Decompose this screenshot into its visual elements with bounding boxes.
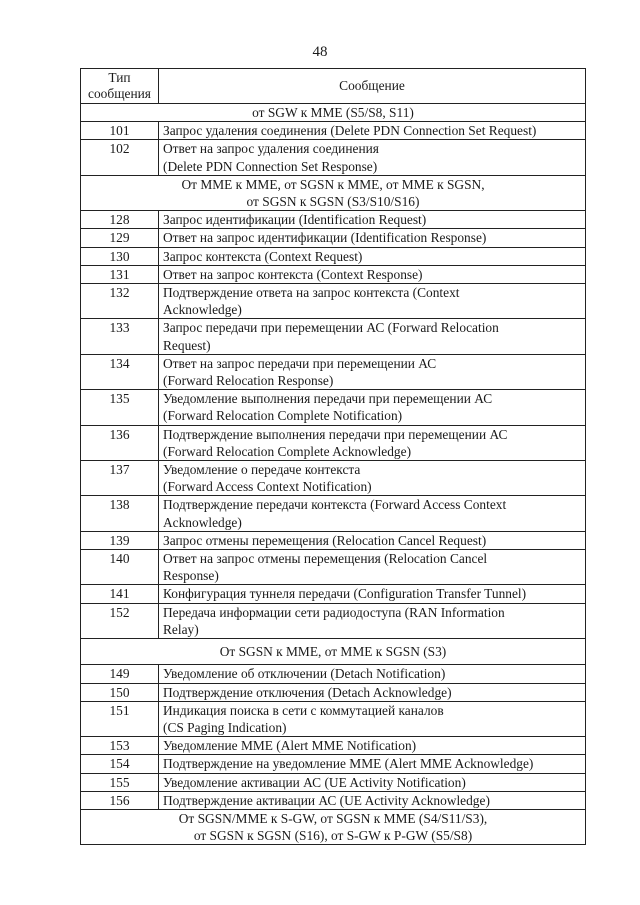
header-row [81, 69, 586, 104]
table-row [81, 461, 586, 496]
message-type-code: 133 [81, 319, 159, 354]
message-type-code: 141 [81, 585, 159, 603]
message-description [159, 319, 586, 354]
message-description-line: Уведомление об отключении (Detach Notification) [163, 666, 446, 682]
message-type-code: 102 [81, 140, 159, 175]
message-description [159, 354, 586, 389]
message-description [159, 755, 586, 773]
message-type-code: 131 [81, 265, 159, 283]
message-description-line: Уведомление выполнения передачи при перемещении АС [163, 391, 493, 407]
header-message-type-line2: сообщения [88, 86, 151, 101]
message-description [159, 425, 586, 460]
table-row [81, 701, 586, 736]
table-row [81, 354, 586, 389]
table-row [81, 425, 586, 460]
message-description [159, 284, 586, 319]
message-description [159, 390, 586, 425]
message-description-line: Подтверждение на уведомление MME (Alert MME Acknowledge) [163, 756, 534, 772]
message-description [159, 140, 586, 175]
message-description-line: (Delete PDN Connection Set Response) [163, 158, 378, 174]
message-description-line: Запрос идентификации (Identification Request) [163, 212, 427, 228]
message-description [159, 550, 586, 585]
message-description-line: Ответ на запрос отмены перемещения (Relocation Cancel [163, 551, 488, 567]
message-description-line: (Forward Access Context Notification) [163, 479, 372, 495]
section-heading-line: От MME к MME, от SGSN к MME, от MME к SGSN, [181, 176, 485, 192]
message-type-code: 138 [81, 496, 159, 531]
message-description [159, 229, 586, 247]
section-row [81, 175, 586, 210]
message-description-line: Ответ на запрос передачи при перемещении АС [163, 355, 437, 371]
message-description-line: Ответ на запрос удаления соединения [163, 141, 379, 157]
message-description [159, 265, 586, 283]
message-description [159, 247, 586, 265]
message-type-code: 154 [81, 755, 159, 773]
section-row [81, 104, 586, 122]
message-description-line: Запрос удаления соединения (Delete PDN Connection Set Request) [163, 123, 537, 139]
table-row [81, 140, 586, 175]
message-description-line: Конфигурация туннеля передачи (Configuration Transfer Tunnel) [163, 586, 527, 602]
message-description-line: (Forward Relocation Complete Notification) [163, 408, 403, 424]
message-description-line: (CS Paging Indication) [163, 719, 287, 735]
message-type-code: 129 [81, 229, 159, 247]
message-type-code: 137 [81, 461, 159, 496]
message-type-code: 132 [81, 284, 159, 319]
table-row [81, 122, 586, 140]
message-description [159, 531, 586, 549]
message-description [159, 461, 586, 496]
message-type-code: 155 [81, 773, 159, 791]
message-description [159, 773, 586, 791]
message-description [159, 496, 586, 531]
message-type-table [80, 68, 586, 845]
message-type-code: 136 [81, 425, 159, 460]
table-row [81, 665, 586, 683]
message-description-line: Подтверждение ответа на запрос контекста (Context [163, 285, 460, 301]
message-description [159, 683, 586, 701]
message-description-line: Подтверждение отключения (Detach Acknowledge) [163, 684, 452, 700]
table-row [81, 496, 586, 531]
section-heading [81, 809, 586, 844]
message-description-line: Response) [163, 568, 219, 584]
message-description [159, 211, 586, 229]
table-row [81, 531, 586, 549]
message-type-code: 139 [81, 531, 159, 549]
section-heading [81, 639, 586, 665]
message-type-code: 135 [81, 390, 159, 425]
table-row [81, 585, 586, 603]
message-type-code: 130 [81, 247, 159, 265]
message-type-code: 152 [81, 603, 159, 638]
section-heading [81, 104, 586, 122]
message-description-line: Индикация поиска в сети с коммутацией каналов [163, 702, 444, 718]
table-row [81, 737, 586, 755]
section-heading-line: от SGW к MME (S5/S8, S11) [252, 105, 414, 120]
table-row [81, 603, 586, 638]
message-type-code: 128 [81, 211, 159, 229]
message-description-line: Уведомление активации АС (UE Activity Notification) [163, 774, 466, 790]
message-description [159, 122, 586, 140]
message-description-line: Запрос передачи при перемещении АС (Forward Relocation [163, 320, 499, 336]
table-row [81, 229, 586, 247]
message-description-line: (Forward Relocation Response) [163, 373, 334, 389]
table-row [81, 247, 586, 265]
message-description [159, 665, 586, 683]
table-row [81, 683, 586, 701]
message-description-line: Ответ на запрос контекста (Context Response) [163, 266, 423, 282]
table-body [81, 104, 586, 845]
table-row [81, 755, 586, 773]
page-number: 48 [312, 44, 328, 60]
section-row [81, 639, 586, 665]
message-description-line: Acknowledge) [163, 514, 242, 530]
section-heading-line: От SGSN/MME к S-GW, от SGSN к MME (S4/S11/S3), [178, 810, 488, 826]
message-description-line: Ответ на запрос идентификации (Identification Response) [163, 230, 487, 246]
message-description [159, 737, 586, 755]
message-description [159, 701, 586, 736]
message-description [159, 585, 586, 603]
message-description-line: Relay) [163, 621, 199, 637]
message-description [159, 791, 586, 809]
message-description-line: Передача информации сети радиодоступа (RAN Information [163, 604, 505, 620]
section-row [81, 809, 586, 844]
message-description-line: Запрос отмены перемещения (Relocation Cancel Request) [163, 532, 487, 548]
table-row [81, 265, 586, 283]
section-heading-line: От SGSN к MME, от MME к SGSN (S3) [219, 644, 447, 660]
message-description-line: Запрос контекста (Context Request) [163, 248, 363, 264]
table-row [81, 791, 586, 809]
message-description-line: Подтверждение активации АС (UE Activity Acknowledge) [163, 792, 490, 808]
table-row [81, 211, 586, 229]
header-message: Сообщение [159, 69, 586, 104]
message-type-code: 134 [81, 354, 159, 389]
message-description-line: Acknowledge) [163, 302, 242, 318]
table-row [81, 390, 586, 425]
message-type-code: 140 [81, 550, 159, 585]
table-row [81, 773, 586, 791]
message-description-line: Подтверждение передачи контекста (Forward Access Context [163, 497, 507, 513]
header-message-type [81, 69, 159, 104]
section-heading-line: от SGSN к SGSN (S3/S10/S16) [246, 194, 420, 210]
section-heading [81, 175, 586, 210]
message-type-code: 156 [81, 791, 159, 809]
message-description-line: Request) [163, 337, 211, 353]
message-type-code: 149 [81, 665, 159, 683]
message-description-line: (Forward Relocation Complete Acknowledge) [163, 443, 412, 459]
message-type-code: 153 [81, 737, 159, 755]
message-description-line: Уведомление MME (Alert MME Notification) [163, 738, 417, 754]
message-type-code: 150 [81, 683, 159, 701]
table-row [81, 319, 586, 354]
message-description [159, 603, 586, 638]
message-description-line: Уведомление о передаче контекста [163, 462, 361, 478]
section-heading-line: от SGSN к SGSN (S16), от S-GW к P-GW (S5/S8) [193, 828, 473, 844]
header-message-type-line1: Тип [108, 70, 131, 85]
message-type-code: 101 [81, 122, 159, 140]
message-description-line: Подтверждение выполнения передачи при перемещении АС [163, 426, 508, 442]
table-row [81, 550, 586, 585]
table-header [81, 69, 586, 104]
message-type-code: 151 [81, 701, 159, 736]
table-row [81, 284, 586, 319]
